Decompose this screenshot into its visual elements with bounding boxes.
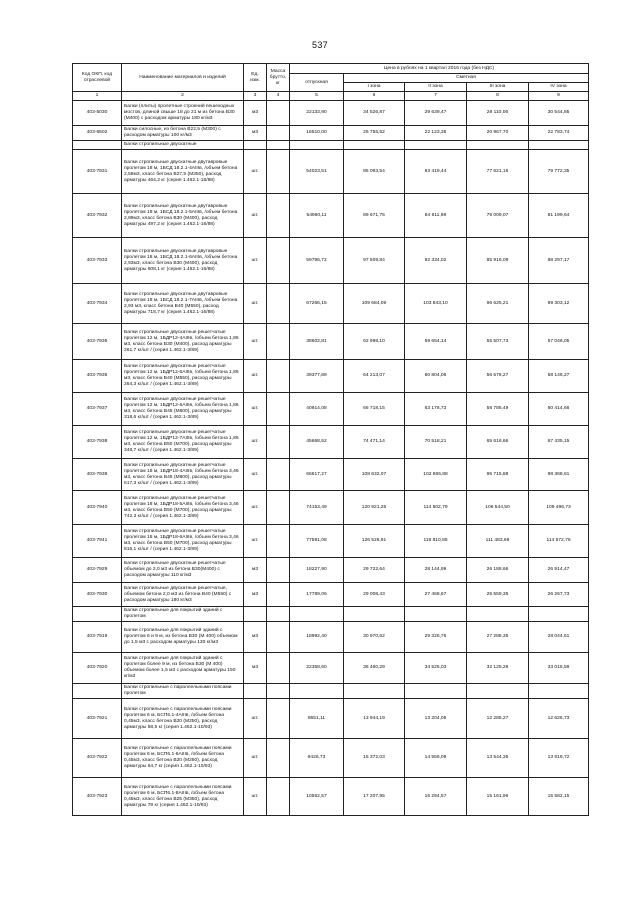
col-number: 6: [344, 92, 405, 101]
page-number: 537: [312, 40, 328, 50]
cell-zone-2: 103 843,10: [405, 284, 467, 324]
cell-zone-4: [529, 141, 589, 150]
cell-release: 10552,57: [290, 778, 344, 816]
section-row: [73, 607, 589, 622]
cell-unit: шт.: [244, 284, 267, 324]
cell-zone-2: 119 810,85: [405, 525, 467, 558]
header-price: Цена в рублях на 1 квартал 2016 года (без НДС): [290, 64, 589, 74]
cell-mass: [267, 324, 290, 360]
cell-zone-4: 99 303,12: [529, 284, 589, 324]
cell-mass: [267, 491, 290, 525]
cell-name: Балки стропильные для покрытий зданий с пролетом более 9 м, из бетона В30 (М 400) объемом более 1,5 м3 с расходом арматуры 150 кг/м3: [122, 653, 244, 684]
cell-code: 403-7923: [73, 778, 122, 816]
header-estimate: Сметная: [344, 74, 589, 83]
cell-zone-2: 22 123,36: [405, 126, 467, 141]
cell-zone-2: 27 468,67: [405, 583, 467, 607]
cell-zone-2: 114 502,79: [405, 491, 467, 525]
cell-name: Балки стропильные двускатные двутавровые пролетом 18 м, 1БСД 18.2.1-4АIIIв, /объем бетона 2,58м3, класс бетона В27,5 (М350), расход арматуры 464,2 кг (серия 1.462.1-16/88): [122, 150, 244, 194]
cell-zone-3: 56 578,27: [467, 360, 529, 393]
cell-zone-4: 114 572,76: [529, 525, 589, 558]
cell-zone-2: 63 176,73: [405, 393, 467, 426]
cell-zone-1: 89 671,75: [344, 194, 405, 238]
cell-zone-4: 22 783,74: [529, 126, 589, 141]
cell-release: 39377,89: [290, 360, 344, 393]
cell-code: 403-7921: [73, 699, 122, 739]
cell-release: 40914,08: [290, 393, 344, 426]
cell-zone-4: 88 297,17: [529, 238, 589, 284]
table-row: [73, 360, 589, 393]
cell-zone-4: 60 414,66: [529, 393, 589, 426]
cell-zone-2: 34 525,03: [405, 653, 467, 684]
cell-mass: [267, 525, 290, 558]
cell-name: Балки стропильные для покрытий зданий с пролетом 6 и 9 м, из бетона В30 (М 400) объемом до 1,5 м3 с расходом арматуры 130 кг/м3: [122, 622, 244, 653]
header-name: Наименование материалов и изделий: [122, 64, 244, 92]
cell-zone-1: 62 998,10: [344, 324, 405, 360]
cell-unit: м3: [244, 622, 267, 653]
cell-mass: [267, 150, 290, 194]
table-row: [73, 426, 589, 459]
cell-zone-4: 26 267,73: [529, 583, 589, 607]
cell-name: Балки стропильные двускатные решетчатые пролетом 12 м, 1БДР12-5АIIIв, /объем бетона 1,86 м3, класс бетона В40 (М550), расход арматуры 264,3 кг/шт / (серия 1.462.1-3/89): [122, 360, 244, 393]
cell-release: 18227,90: [290, 558, 344, 583]
cell-zone-4: 26 914,47: [529, 558, 589, 583]
cell-zone-1: 36 460,29: [344, 653, 405, 684]
cell-zone-2: [405, 607, 467, 622]
cell-code: 403-7933: [73, 238, 122, 284]
cell-zone-1: 17 207,95: [344, 778, 405, 816]
cell-zone-2: 16 294,57: [405, 778, 467, 816]
cell-mass: [267, 101, 290, 126]
cell-code: 403-7922: [73, 739, 122, 778]
cell-zone-1: 29 722,64: [344, 558, 405, 583]
cell-release: 38602,81: [290, 324, 344, 360]
cell-zone-1: [344, 141, 405, 150]
cell-zone-4: 98 368,61: [529, 459, 589, 491]
cell-zone-2: [405, 684, 467, 699]
cell-mass: [267, 739, 290, 778]
cell-zone-2: 70 518,21: [405, 426, 467, 459]
table-row: [73, 126, 589, 141]
cell-zone-4: 28 044,61: [529, 622, 589, 653]
cell-unit: шт.: [244, 324, 267, 360]
cell-zone-1: 13 944,19: [344, 699, 405, 739]
cell-zone-4: 15 582,15: [529, 778, 589, 816]
cell-zone-1: 109 684,09: [344, 284, 405, 324]
cell-zone-3: 96 625,21: [467, 284, 529, 324]
cell-zone-1: 29 008,43: [344, 583, 405, 607]
cell-unit: шт.: [244, 459, 267, 491]
cell-zone-1: 25 755,52: [344, 126, 405, 141]
cell-zone-3: 111 483,69: [467, 525, 529, 558]
cell-zone-4: 13 919,72: [529, 739, 589, 778]
cell-code: 403-7920: [73, 653, 122, 684]
cell-name: Балки стропильные двускатные двутавровые пролетом 18 м, 1БСД 18.2.1-6АIIIв, /объем бетона 2,93м3, класс бетона В30 (М400), расход арматуры 608,1 кг (серия 1.462.1-16/88): [122, 238, 244, 284]
col-number: 5: [290, 92, 344, 101]
cell-zone-4: 81 199,64: [529, 194, 589, 238]
cell-code: 403-7935: [73, 324, 122, 360]
cell-release: 18992,40: [290, 622, 344, 653]
table-row: [73, 558, 589, 583]
cell-zone-3: 26 188,66: [467, 558, 529, 583]
cell-zone-1: 85 093,54: [344, 150, 405, 194]
cell-zone-4: 109 496,73: [529, 491, 589, 525]
cell-zone-1: 74 471,14: [344, 426, 405, 459]
cell-release: 8551,11: [290, 699, 344, 739]
cell-zone-1: [344, 684, 405, 699]
cell-zone-3: 77 621,15: [467, 150, 529, 194]
cell-zone-3: [467, 684, 529, 699]
cell-code: 403-5030: [73, 101, 122, 126]
cell-unit: шт.: [244, 699, 267, 739]
table-row: [73, 459, 589, 491]
cell-zone-1: 64 213,07: [344, 360, 405, 393]
cell-code: 403-7929: [73, 558, 122, 583]
cell-zone-3: 13 544,35: [467, 739, 529, 778]
cell-name: Балки стропильные для покрытий зданий с пролетом: [122, 607, 244, 622]
cell-zone-3: 32 125,28: [467, 653, 529, 684]
cell-name: Балки стропильные двускатные двутавровые пролетом 18 м, 1БСД 18.2.1-7АIIIв, /объем бетона 2,93 м3, класс бетона В40 (М550), расход арматуры 718,7 кг (серия 1.462.1-16/88): [122, 284, 244, 324]
table-row: [73, 739, 589, 778]
cell-code: 403-7931: [73, 150, 122, 194]
cell-release: 9426,73: [290, 739, 344, 778]
cell-zone-2: 92 334,02: [405, 238, 467, 284]
col-number: 4: [267, 92, 290, 101]
cell-zone-4: 58 146,27: [529, 360, 589, 393]
cell-mass: [267, 778, 290, 816]
cell-zone-4: 33 015,59: [529, 653, 589, 684]
table-row: [73, 101, 589, 126]
cell-zone-1: 66 718,15: [344, 393, 405, 426]
cell-release: 59796,72: [290, 238, 344, 284]
cell-name: Балки стропильные двускатные решетчатые пролетом 12 м, 1БДР12-7АIIIв, /объем бетона 1,86 м3, класс бетона В50 (М700), расход арматуры 348,7 кг/шт / (серия 1.462.1-3/89): [122, 426, 244, 459]
table-row: [73, 150, 589, 194]
cell-release: 17789,06: [290, 583, 344, 607]
cell-code: 403-7937: [73, 393, 122, 426]
header-mass: Масса брутто, кг: [267, 64, 290, 92]
cell-zone-1: 108 632,07: [344, 459, 405, 491]
cell-name: Балки стропильные двускатные решетчатые, объемом бетона 2,0 м3 из бетона В40 (М550) с расходом арматуры 180 кг/м3: [122, 583, 244, 607]
cell-zone-3: 95 715,88: [467, 459, 529, 491]
cell-name: Балки стропильные двускатные решетчатые пролетом 18 м, 1БДР18-4АIIIв, /объем бетона 3,46 м3, класс бетона В45 (М600), расход арматуры 617,3 кг/шт / (серия 1.462.1-3/89): [122, 459, 244, 491]
table-row: [73, 525, 589, 558]
cell-unit: [244, 141, 267, 150]
cell-zone-2: 102 865,88: [405, 459, 467, 491]
cell-zone-1: 120 921,25: [344, 491, 405, 525]
cell-name: Балки стропильные с параллельными поясами пролетом 6 м, БСП6.1-4АIIIв, /объем бетона 0,45м3, класс бетона В20 (М250), расход арматуры 58,5 кг (серия 1.462.1-10/93): [122, 699, 244, 739]
cell-zone-2: 60 804,06: [405, 360, 467, 393]
cell-name: Балки стропильные двускатные двутавровые пролетом 18 м, 1БСД 18.2.1-5АIIIв, /объем бетона 2,89м3, класс бетона В30 (М400), расход арматуры 497,2 кг (серия 1.462.1-16/88): [122, 194, 244, 238]
cell-unit: шт.: [244, 360, 267, 393]
cell-zone-2: 13 204,05: [405, 699, 467, 739]
cell-name: Балки стропильные с параллельными поясами пролетом 6 м, БСП6.1-6АIIIв, /объем бетона 0,45м3, класс бетона В20 (М250), расход арматуры 64,7 кг (серия 1.462.1-10/93): [122, 739, 244, 778]
cell-unit: м3: [244, 101, 267, 126]
cell-zone-4: 57 046,05: [529, 324, 589, 360]
cell-code: 403-7940: [73, 491, 122, 525]
cell-zone-2: [405, 141, 467, 150]
cell-unit: [244, 607, 267, 622]
cell-release: 22133,90: [290, 101, 344, 126]
cell-mass: [267, 653, 290, 684]
cell-zone-3: 55 507,73: [467, 324, 529, 360]
cell-name: Балки стропильные двускатные решетчатые пролетом 12 м, 1БДР12-6АIIIв, /объем бетона 1,86 м3, класс бетона В45 (М600), расход арматуры 318,6 кг/шт / (серия 1.462.1-3/89): [122, 393, 244, 426]
cell-unit: м3: [244, 653, 267, 684]
cell-unit: шт.: [244, 491, 267, 525]
cell-release: 77591,08: [290, 525, 344, 558]
table-row: [73, 284, 589, 324]
cell-code: 403-7930: [73, 583, 122, 607]
cell-zone-2: 83 419,44: [405, 150, 467, 194]
cell-name: Балки стропильные двускатные: [122, 141, 244, 150]
cell-zone-3: 58 785,49: [467, 393, 529, 426]
cell-zone-2: 28 144,99: [405, 558, 467, 583]
cell-release: [290, 141, 344, 150]
cell-mass: [267, 583, 290, 607]
col-number: 7: [405, 92, 467, 101]
cell-name: Балки силосные, из бетона В22,5 (М300) с расходом арматуры 100 кг/м3: [122, 126, 244, 141]
header-release: отпускная: [290, 74, 344, 92]
cell-zone-2: 14 556,09: [405, 739, 467, 778]
col-number: 2: [122, 92, 244, 101]
cell-code: [73, 607, 122, 622]
cell-zone-1: 97 509,84: [344, 238, 405, 284]
cell-unit: м3: [244, 558, 267, 583]
cell-unit: м3: [244, 126, 267, 141]
header-unit: Ед. изм.: [244, 64, 267, 92]
section-row: [73, 141, 589, 150]
cell-name: Балки стропильные двускатные решетчатые пролетом 18 м, 1БДР18-6АIIIв, /объем бетона 3,46 м3, класс бетона В50 (М700), расход арматуры 815,1 кг/шт / (серия 1.462.1-3/89): [122, 525, 244, 558]
price-table: [72, 63, 589, 816]
cell-mass: [267, 684, 290, 699]
cell-zone-4: 30 544,85: [529, 101, 589, 126]
cell-release: 22358,60: [290, 653, 344, 684]
cell-code: 403-6502: [73, 126, 122, 141]
col-number: 3: [244, 92, 267, 101]
table-body: [73, 101, 589, 816]
cell-zone-4: 79 772,35: [529, 150, 589, 194]
cell-zone-3: 85 916,09: [467, 238, 529, 284]
cell-zone-1: 30 970,62: [344, 622, 405, 653]
cell-code: 403-7934: [73, 284, 122, 324]
cell-zone-2: 84 611,98: [405, 194, 467, 238]
cell-code: 403-7939: [73, 459, 122, 491]
header-code: Код ОКП, код отраслевой: [73, 64, 122, 92]
cell-unit: шт.: [244, 525, 267, 558]
cell-name: Балки стропильные двускатные решетчатые пролетом 18 м, 1БДР18-5АIIIв, /объем бетона 3,46 м3, класс бетона В50 (М700), расход арматуры 742,3 кг/шт / (серия 1.462.1-3/89): [122, 491, 244, 525]
cell-mass: [267, 393, 290, 426]
cell-unit: м3: [244, 583, 267, 607]
col-number: 8: [467, 92, 529, 101]
cell-release: 16510,00: [290, 126, 344, 141]
cell-code: [73, 684, 122, 699]
cell-release: [290, 684, 344, 699]
header-zone-3: III зона: [467, 83, 529, 92]
cell-name: Балки стропильные двускатные решетчатые объемом до 2,0 м3 из бетона В30(М400) с расходом арматуры 110 кг/м3: [122, 558, 244, 583]
header-zone-2: II зона: [405, 83, 467, 92]
cell-zone-2: 59 654,14: [405, 324, 467, 360]
cell-zone-3: 12 286,27: [467, 699, 529, 739]
cell-zone-2: 29 639,47: [405, 101, 467, 126]
cell-release: 74153,49: [290, 491, 344, 525]
cell-zone-3: 79 009,07: [467, 194, 529, 238]
cell-release: 67266,15: [290, 284, 344, 324]
table-row: [73, 194, 589, 238]
cell-zone-2: 29 326,76: [405, 622, 467, 653]
table-row: [73, 653, 589, 684]
cell-unit: шт.: [244, 739, 267, 778]
cell-mass: [267, 607, 290, 622]
col-number: 9: [529, 92, 589, 101]
cell-code: 403-7936: [73, 360, 122, 393]
cell-unit: [244, 684, 267, 699]
cell-code: 403-7932: [73, 194, 122, 238]
cell-zone-3: 25 559,35: [467, 583, 529, 607]
cell-mass: [267, 284, 290, 324]
cell-release: 54960,11: [290, 194, 344, 238]
cell-release: [290, 607, 344, 622]
cell-mass: [267, 426, 290, 459]
cell-zone-1: [344, 607, 405, 622]
cell-mass: [267, 558, 290, 583]
cell-unit: шт.: [244, 426, 267, 459]
cell-zone-3: 27 288,35: [467, 622, 529, 653]
table-row: [73, 324, 589, 360]
cell-name: Балки стропильные с параллельными поясами пролетом: [122, 684, 244, 699]
cell-unit: шт.: [244, 194, 267, 238]
header-zone-4: IV зона: [529, 83, 589, 92]
table-row: [73, 699, 589, 739]
cell-unit: шт.: [244, 150, 267, 194]
cell-unit: шт.: [244, 238, 267, 284]
cell-mass: [267, 194, 290, 238]
cell-zone-3: 106 544,50: [467, 491, 529, 525]
cell-zone-4: 12 626,73: [529, 699, 589, 739]
cell-mass: [267, 238, 290, 284]
cell-mass: [267, 622, 290, 653]
cell-zone-3: 28 110,06: [467, 101, 529, 126]
table-row: [73, 238, 589, 284]
cell-mass: [267, 699, 290, 739]
cell-code: 403-7919: [73, 622, 122, 653]
cell-mass: [267, 360, 290, 393]
cell-release: 66617,27: [290, 459, 344, 491]
cell-code: 403-7941: [73, 525, 122, 558]
cell-code: 403-7938: [73, 426, 122, 459]
cell-zone-3: 65 616,66: [467, 426, 529, 459]
cell-name: Балки стропильные двускатные решетчатые пролетом 12 м, 1БДР12-4АIIIв, /объем бетона 1,86 м3, класс бетона В30 (М400), расход арматуры 261,7 кг/шт / (серия 1.462.1-3/89): [122, 324, 244, 360]
cell-zone-4: 67 435,15: [529, 426, 589, 459]
cell-name: Балки (плиты) пролетные строений пешеходных мостов, длиной свыше 18 до 21 м из бетона В30 (М400) с расходом арматуры 180 кг/м3: [122, 101, 244, 126]
table-row: [73, 393, 589, 426]
table-row: [73, 583, 589, 607]
cell-zone-1: 126 526,91: [344, 525, 405, 558]
header-zone-1: I зона: [344, 83, 405, 92]
cell-zone-3: [467, 141, 529, 150]
col-number: 1: [73, 92, 122, 101]
cell-mass: [267, 126, 290, 141]
table-row: [73, 491, 589, 525]
cell-mass: [267, 141, 290, 150]
cell-code: [73, 141, 122, 150]
table-row: [73, 622, 589, 653]
cell-zone-3: [467, 607, 529, 622]
cell-zone-3: 20 967,70: [467, 126, 529, 141]
cell-release: 45668,52: [290, 426, 344, 459]
cell-unit: шт.: [244, 393, 267, 426]
cell-zone-1: 15 372,03: [344, 739, 405, 778]
cell-release: 54023,51: [290, 150, 344, 194]
cell-zone-1: 34 526,87: [344, 101, 405, 126]
cell-name: Балки стропильные с параллельными поясами пролетом 6 м, БСП6.1-8АIIIв, /объем бетона 0,45м3, класс бетона В25 (М350), расход арматуры 78 кг (серия 1.462.1-10/93): [122, 778, 244, 816]
cell-zone-3: 15 161,96: [467, 778, 529, 816]
cell-mass: [267, 459, 290, 491]
table-row: [73, 778, 589, 816]
cell-zone-4: [529, 607, 589, 622]
cell-unit: шт.: [244, 778, 267, 816]
section-row: [73, 684, 589, 699]
cell-zone-4: [529, 684, 589, 699]
